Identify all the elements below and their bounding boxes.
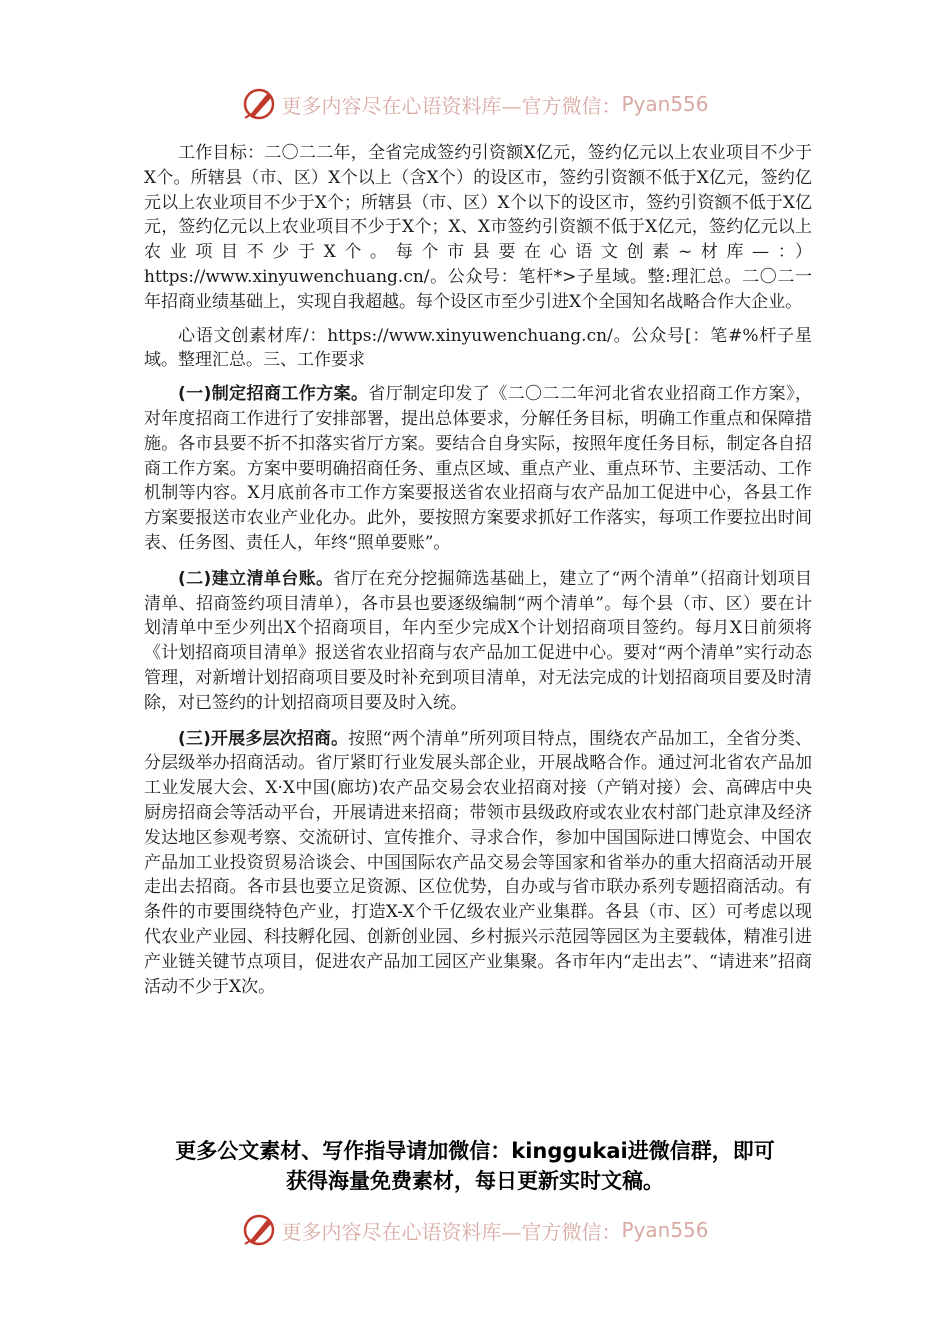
paragraph-text: 工作目标：二〇二二年，全省完成签约引资额X亿元，签约亿元以上农业项目不少于X个。所辖县（市、区）X个以上（含X个）的设区市，签约引资额不低于X亿元，签约亿元以上农业项目不少于X个；所辖县（市、区）X个以下的设区市，签约引资额不低于X亿元，签约亿元以上农业项目不少于X个；X、X市签约引资额不低于X亿元，签约亿元以上农业项目不少于X个。每个市县要在心语文创素~材库—：）https://www.xinyuwenchuang.cn/。公众号：笔杆*>子星域。整:理汇总。二〇二一年招商业绩基础上，实现自我超越。每个设区市至少引进X个全国知名战略合作大企业。	[144, 143, 812, 312]
paragraph-heading: (二)建立清单台账。	[178, 568, 334, 589]
paragraph-requirements	[144, 324, 812, 374]
document-body	[144, 141, 812, 1010]
header-banner	[0, 86, 950, 122]
paragraph-text: 心语文创素材库/：https://www.xinyuwenchuang.cn/。公众号[：笔#%杆子星域。整理汇总。三、工作要求	[144, 325, 812, 371]
paragraph-multilevel	[144, 727, 812, 1000]
promo-notice	[100, 1136, 850, 1196]
banner-text: 更多内容尽在心语资料库—官方微信：	[281, 1219, 622, 1244]
paragraph-heading: (一)制定招商工作方案。	[178, 384, 369, 405]
banner-text: 更多内容尽在心语资料库—官方微信：	[281, 93, 622, 118]
paragraph-text: 按照“两个清单”所列项目特点，围绕农产品加工，全省分类、分层级举办招商活动。省厅紧盯行业发展头部企业，开展战略合作。通过河北省农产品加工业发展大会、X·X中国(廊坊)农产品交易会农业招商对接（产销对接）会、高碑店中央厨房招商会等活动平台，开展请进来招商；带领市县级政府或农业农村部门赴京津及经济发达地区参观考察、交流研讨、宣传推介、寻求合作，参加中国国际进口博览会、中国农产品加工业投资贸易洽谈会、中国国际农产品交易会等国家和省举办的重大招商活动开展走出去招商。各市县也要立足资源、区位优势，自办或与省市联办系列专题招商活动。有条件的市要围绕特色产业，打造X-X个千亿级农业产业集群。各县（市、区）可考虑以现代农业产业园、科技孵化园、创新创业园、乡村振兴示范园等园区为主要载体，精准引进产业链关键节点项目，促进农产品加工园区产业集聚。各市年内“走出去”、“请进来”招商活动不少于X次。	[144, 728, 812, 997]
paragraph-heading: (三)开展多层次招商。	[178, 728, 349, 749]
paragraph-goals	[144, 141, 812, 315]
paragraph-text: 省厅在充分挖掘筛选基础上，建立了“两个清单”（招商计划项目清单、招商签约项目清单），各市县也要逐级编制“两个清单”。每个县（市、区）要在计划清单中至少列出X个招商项目，年内至少完成X个计划招商项目签约。每月X日前须将《计划招商项目清单》报送省农业招商与农产品加工促进中心。要对“两个清单”实行动态管理，对新增计划招商项目要及时补充到项目清单，对无法完成的计划招商项目要及时清除，对已签约的计划招商项目要及时入统。	[144, 568, 812, 713]
banner-wechat: Pyan556	[621, 92, 709, 116]
paragraph-plan	[144, 382, 812, 556]
paragraph-text: 省厅制定印发了《二〇二二年河北省农业招商工作方案》，对年度招商工作进行了安排部署，提出总体要求，分解任务目标，明确工作重点和保障措施。各市县要不折不扣落实省厅方案。要结合自身实际，按照年度任务目标，制定各自招商工作方案。方案中要明确招商任务、重点区域、重点产业、重点环节、主要活动、工作机制等内容。X月底前各市工作方案要报送省农业招商与农产品加工促进中心，各县工作方案要报送市农业产业化办。此外，要按照方案要求抓好工作落实，每项工作要拉出时间表、任务图、责任人，年终“照单要账”。	[144, 384, 812, 553]
promo-line-1: 更多公文素材、写作指导请加微信：kinggukai进微信群，即可	[175, 1139, 775, 1163]
footer-banner	[0, 1212, 950, 1248]
promo-line-2: 获得海量免费素材，每日更新实时文稿。	[286, 1169, 664, 1193]
paragraph-list	[144, 567, 812, 716]
banner-wechat: Pyan556	[621, 1218, 709, 1242]
pen-logo-icon	[241, 86, 277, 122]
pen-logo-icon	[241, 1212, 277, 1248]
